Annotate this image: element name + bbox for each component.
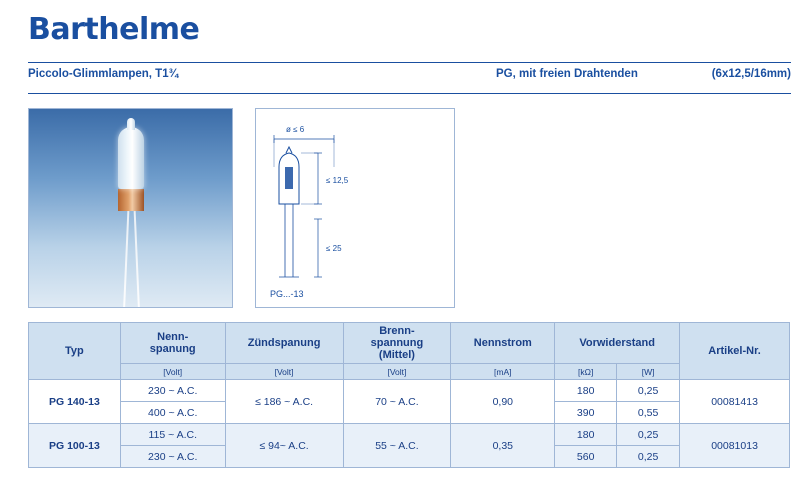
col-header-nennspannung-l2: spanung bbox=[149, 343, 196, 355]
unit-nennstrom: [mA] bbox=[451, 364, 555, 380]
cell-vorwiderstand-w: 0,25 bbox=[617, 424, 680, 446]
col-header-brennspannung-l3: (Mittel) bbox=[378, 349, 415, 361]
cell-nennstrom: 0,90 bbox=[451, 380, 555, 424]
lamp-bulb bbox=[118, 127, 144, 189]
col-header-artikelnr: Artikel-Nr. bbox=[680, 323, 790, 380]
cell-nennspannung: 115 ~ A.C. bbox=[120, 424, 225, 446]
cell-artikelnr: 00081013 bbox=[680, 424, 790, 468]
lamp-wires bbox=[118, 211, 144, 308]
header-row bbox=[28, 68, 791, 90]
col-header-typ: Typ bbox=[29, 323, 121, 380]
cell-zuendspannung: ≤ 94~ A.C. bbox=[225, 424, 343, 468]
brand-logo: Barthelme bbox=[28, 12, 200, 47]
drawing-caption: PG...-13 bbox=[270, 289, 304, 299]
cell-nennstrom: 0,35 bbox=[451, 424, 555, 468]
lamp-illustration bbox=[118, 127, 144, 308]
technical-drawing bbox=[255, 108, 455, 308]
header-rule-top bbox=[28, 62, 791, 63]
cell-vorwiderstand-kohm: 180 bbox=[555, 380, 617, 402]
cell-brennspannung: 70 ~ A.C. bbox=[343, 380, 451, 424]
unit-vorwiderstand-w: [W] bbox=[617, 364, 680, 380]
col-header-nennstrom: Nennstrom bbox=[451, 323, 555, 364]
header-row-main bbox=[29, 323, 790, 364]
cell-nennspannung: 230 ~ A.C. bbox=[120, 380, 225, 402]
dim-bulb-length-text: ≤ 12,5 bbox=[326, 176, 349, 185]
lamp-wire-left bbox=[122, 211, 128, 308]
cell-brennspannung: 55 ~ A.C. bbox=[343, 424, 451, 468]
table-head bbox=[29, 323, 790, 380]
cell-artikelnr: 00081413 bbox=[680, 380, 790, 424]
cell-zuendspannung: ≤ 186 ~ A.C. bbox=[225, 380, 343, 424]
col-header-nennspannung bbox=[120, 323, 225, 364]
unit-vorwiderstand-kohm: [kΩ] bbox=[555, 364, 617, 380]
col-header-brennspannung-l2: spannung bbox=[370, 337, 424, 349]
drawing-svg bbox=[256, 109, 454, 307]
unit-zuendspannung: [Volt] bbox=[225, 364, 343, 380]
cell-vorwiderstand-kohm: 560 bbox=[555, 446, 617, 468]
cell-vorwiderstand-kohm: 390 bbox=[555, 402, 617, 424]
col-header-brennspannung-l1: Brenn- bbox=[379, 325, 415, 337]
dim-total-length-text: ≤ 25 bbox=[326, 244, 342, 253]
cell-nennspannung: 230 ~ A.C. bbox=[120, 446, 225, 468]
dim-diameter-text: ø ≤ 6 bbox=[286, 125, 305, 134]
table-row bbox=[29, 380, 790, 402]
cell-vorwiderstand-kohm: 180 bbox=[555, 424, 617, 446]
lamp-wire-right bbox=[133, 211, 139, 308]
header-dimensions: (6x12,5/16mm) bbox=[711, 68, 791, 80]
cell-typ: PG 100-13 bbox=[29, 424, 121, 468]
col-header-brennspannung bbox=[343, 323, 451, 364]
cell-typ: PG 140-13 bbox=[29, 380, 121, 424]
specifications-table bbox=[28, 322, 790, 468]
product-photo bbox=[28, 108, 233, 308]
cell-vorwiderstand-w: 0,55 bbox=[617, 402, 680, 424]
table-body bbox=[29, 380, 790, 468]
unit-brennspannung: [Volt] bbox=[343, 364, 451, 380]
cell-vorwiderstand-w: 0,25 bbox=[617, 446, 680, 468]
unit-nennspannung: [Volt] bbox=[120, 364, 225, 380]
header-product-family: Piccolo-Glimmlampen, T1¾ bbox=[28, 68, 179, 80]
col-header-vorwiderstand: Vorwiderstand bbox=[555, 323, 680, 364]
header-rule-bottom bbox=[28, 93, 791, 94]
lamp-base bbox=[118, 189, 144, 211]
cell-nennspannung: 400 ~ A.C. bbox=[120, 402, 225, 424]
header-row-units bbox=[29, 364, 790, 380]
header-product-type: PG, mit freien Drahtenden bbox=[496, 68, 638, 80]
col-header-zuendspannung: Zündspanung bbox=[225, 323, 343, 364]
cell-vorwiderstand-w: 0,25 bbox=[617, 380, 680, 402]
col-header-nennspannung-l1: Nenn- bbox=[157, 331, 189, 343]
table-row bbox=[29, 424, 790, 446]
